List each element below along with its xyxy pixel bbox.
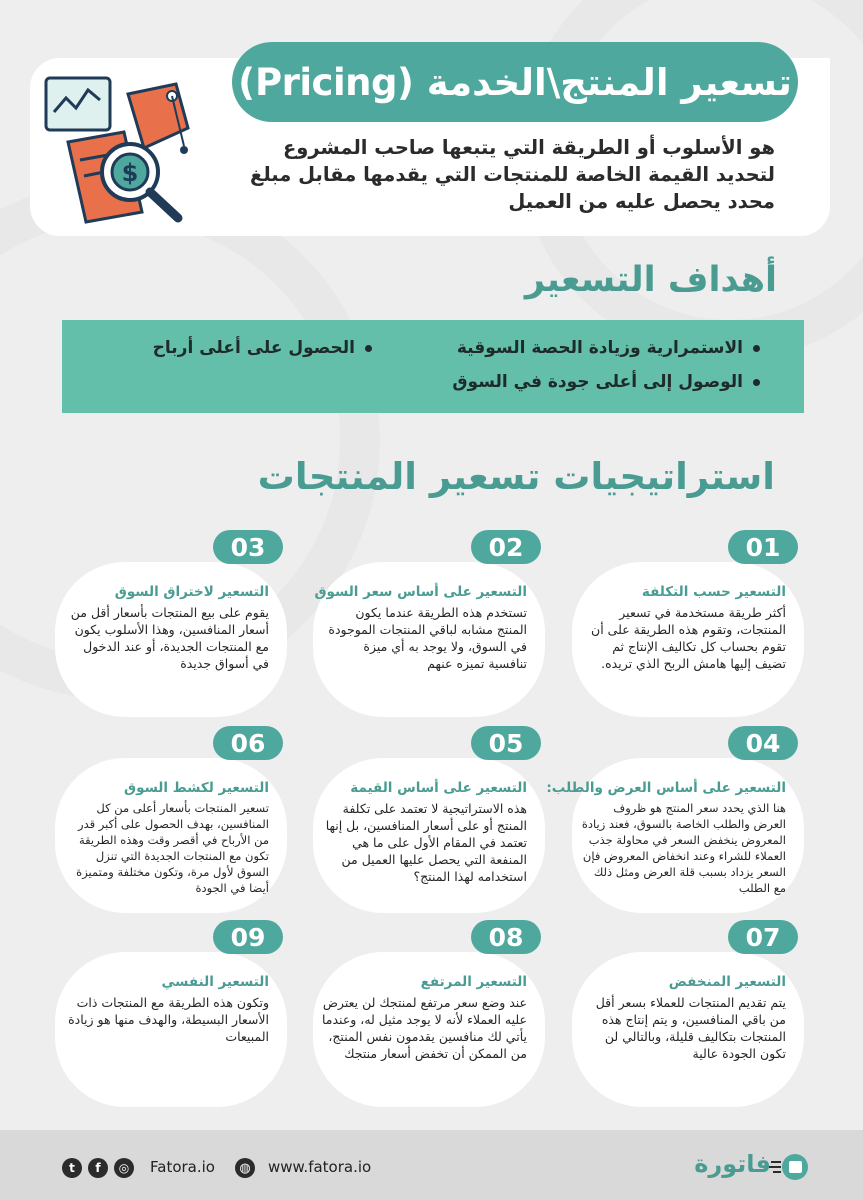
- strategy-body: عند وضع سعر مرتفع لمنتجك لن يعترض عليه العملاء لأنه لا يوجد مثيل له، وعندما يأتي لك منافسين يقدمون نفس المنتج، من الممكن أن تخفض أسعار منتجك: [321, 995, 527, 1061]
- strategy-card: [55, 758, 287, 913]
- strategy-body: يقوم على بيع المنتجات بأسعار أقل من أسعار المنافسين، وهذا الأسلوب يكون مع المنتجات الجديدة، أو عند الدخول في أسواق جديدة: [70, 605, 269, 671]
- strategy-card: [313, 758, 545, 913]
- bullet-icon: [365, 345, 372, 352]
- strategy-card: [55, 562, 287, 717]
- strategy-number: 09: [213, 920, 283, 954]
- strategy-body: هذه الاستراتيجية لا تعتمد على تكلفة المنتج أو على أسعار المنافسين، بل إنها تعتمد في المقام الأول على ما هي المنفعة التي يحصل عليها العميل من استخدامه لهذا المنتج؟: [325, 801, 527, 884]
- strategy-card: [572, 952, 804, 1107]
- strategies-heading: استراتيجيات تسعير المنتجات: [257, 455, 775, 498]
- strategy-card: [313, 952, 545, 1107]
- goal-text: الاستمرارية وزيادة الحصة السوقية: [456, 338, 743, 358]
- strategy-title: التسعير المرتفع: [420, 974, 527, 990]
- footer: [0, 1130, 863, 1200]
- strategy-number: 02: [471, 530, 541, 564]
- strategy-title: التسعير المنخفض: [668, 974, 786, 990]
- strategy-number: 05: [471, 726, 541, 760]
- bullet-icon: [753, 379, 760, 386]
- strategy-card: [572, 562, 804, 717]
- strategy-number: 04: [728, 726, 798, 760]
- bullet-icon: [753, 345, 760, 352]
- strategy-title: التسعير على أساس العرض والطلب:: [546, 780, 786, 796]
- intro-description: هو الأسلوب أو الطريقة التي يتبعها صاحب المشروع لتحديد القيمة الخاصة للمنتجات التي يقدمها مقابل مبلغ محدد يحصل عليه من العميل: [250, 136, 775, 213]
- strategy-body: وتكون هذه الطريقة مع المنتجات ذات الأسعار البسيطة، والهدف منها هو زيادة المبيعات: [68, 995, 269, 1044]
- goal-item: [153, 338, 372, 358]
- strategy-card: [546, 758, 804, 913]
- strategy-number: 01: [728, 530, 798, 564]
- pricing-illustration-icon: [38, 72, 198, 232]
- strategy-title: التسعير حسب التكلفة: [641, 584, 786, 600]
- facebook-icon[interactable]: f: [88, 1158, 108, 1178]
- goal-text: الوصول إلى أعلى جودة في السوق: [452, 372, 743, 392]
- social-handle[interactable]: Fatora.io: [150, 1158, 215, 1176]
- strategy-title: التسعير النفسي: [161, 974, 269, 990]
- strategy-number: 03: [213, 530, 283, 564]
- svg-text:$: $: [121, 159, 139, 187]
- page-title: تسعير المنتج\الخدمة (Pricing): [232, 42, 798, 122]
- instagram-icon[interactable]: ◎: [114, 1158, 134, 1178]
- strategy-body: تستخدم هذه الطريقة عندما يكون المنتج مشابه لباقي المنتجات الموجودة في السوق، ولا يوجد به أي ميزة تنافسية تميزه عنهم: [328, 605, 527, 671]
- goal-item: [457, 338, 760, 358]
- twitter-icon[interactable]: t: [62, 1158, 82, 1178]
- fatora-logo-icon: [769, 1152, 811, 1182]
- strategy-title: التسعير لاختراق السوق: [114, 584, 269, 600]
- brand-name: فاتورة: [694, 1150, 771, 1178]
- strategy-body: تسعير المنتجات بأسعار أعلى من كل المنافسين، بهدف الحصول على أكبر قدر من الأرباح في أقصر وقت وهذه الطريقة تكون مع المنتجات الجديدة التي تنزل السوق لأول مرة، وتكون مختلفة ومتميزة أيضا في الجودة: [76, 801, 269, 895]
- strategy-title: التسعير على أساس القيمة: [350, 780, 527, 796]
- strategy-body: هنا الذي يحدد سعر المنتج هو ظروف العرض والطلب الخاصة بالسوق، فعند زيادة المعروض ينخفض السعر في محاولة جذب العملاء للشراء وعند انخفاض المعروض فإن السعر يزداد بسبب قلة العرض ومثل ذلك مع الطلب: [581, 801, 786, 895]
- goals-heading: أهداف التسعير: [524, 260, 777, 300]
- website-link[interactable]: www.fatora.io: [268, 1158, 372, 1176]
- strategy-title: التسعير لكشط السوق: [124, 780, 269, 796]
- strategy-body: يتم تقديم المنتجات للعملاء بسعر أقل من باقي المنافسين، و يتم إنتاج هذه المنتجات بتكاليف قليلة، وبالتالي لن تكون الجودة عالية: [595, 995, 786, 1061]
- strategy-body: أكثر طريقة مستخدمة في تسعير المنتجات، وتقوم هذه الطريقة على أن تقوم بحساب كل تكاليف الإنتاج ثم تضيف إليها هامش الربح الذي تريده.: [591, 605, 786, 671]
- strategy-number: 07: [728, 920, 798, 954]
- social-links: [62, 1158, 134, 1178]
- goal-text: الحصول على أعلى أرباح: [152, 338, 355, 358]
- goals-panel: [62, 320, 804, 413]
- globe-icon: ◍: [235, 1158, 255, 1178]
- strategy-number: 06: [213, 726, 283, 760]
- strategy-card: [55, 952, 287, 1107]
- strategy-title: التسعير على أساس سعر السوق: [314, 584, 527, 600]
- goal-item: [452, 372, 760, 392]
- strategy-number: 08: [471, 920, 541, 954]
- strategy-card: [313, 562, 545, 717]
